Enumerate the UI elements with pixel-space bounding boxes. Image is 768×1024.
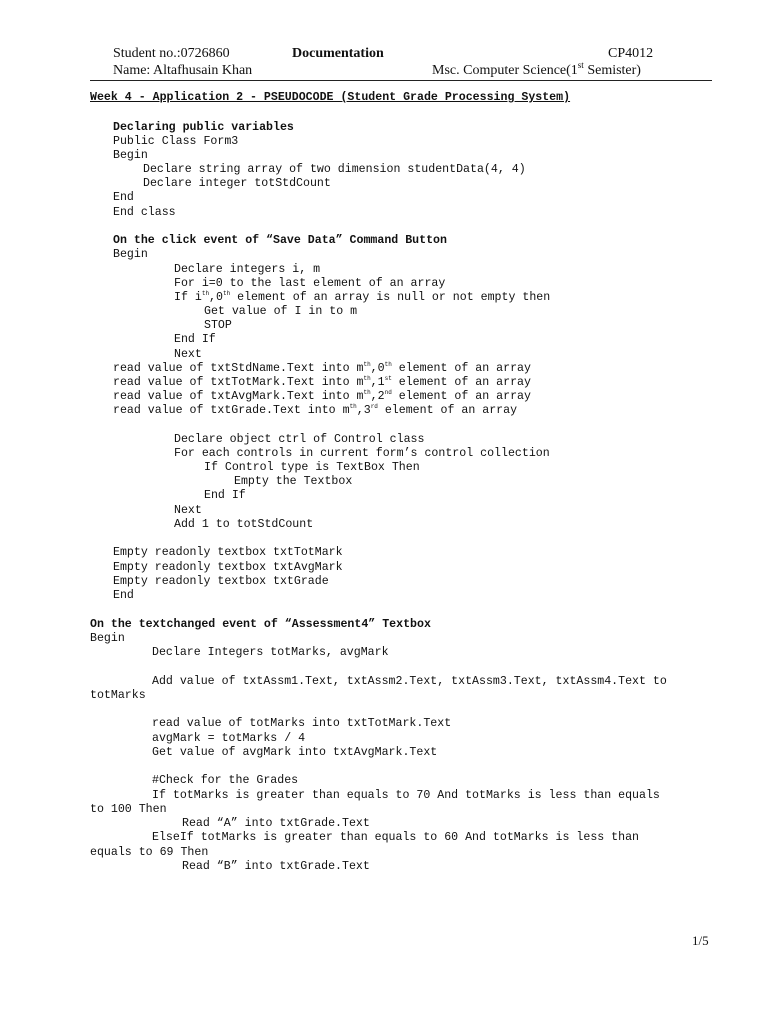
- code-line: Declare object ctrl of Control class: [174, 433, 425, 446]
- header-rule: [90, 80, 712, 81]
- code-fragment: read value of txtGrade.Text into m: [113, 404, 350, 417]
- code-line: If Control type is TextBox Then: [204, 461, 420, 474]
- code-fragment: element of an array: [391, 390, 531, 403]
- code-line: Add 1 to totStdCount: [174, 518, 314, 531]
- document-label-text: Documentation: [292, 46, 384, 61]
- page-number: 1/5: [692, 933, 709, 948]
- section-heading: On the click event of “Save Data” Command Button: [113, 234, 447, 247]
- code-line: Read “A” into txtGrade.Text: [182, 817, 370, 830]
- code-fragment: ,0: [370, 362, 385, 375]
- document-label: [292, 46, 384, 62]
- code-line: STOP: [204, 319, 232, 332]
- code-fragment: ,1: [370, 376, 385, 389]
- code-line: For each controls in current form’s control collection: [174, 447, 550, 460]
- superscript: th: [349, 403, 357, 410]
- code-line: Public Class Form3: [113, 135, 239, 148]
- code-line: ElseIf totMarks is greater than equals to 60 And totMarks is less than: [152, 831, 640, 844]
- code-line: totMarks: [90, 689, 146, 702]
- code-line: End If: [204, 489, 246, 502]
- code-line: End If: [174, 333, 216, 346]
- code-line: Empty the Textbox: [234, 475, 353, 488]
- program-text: Msc. Computer Science(1: [432, 63, 578, 78]
- superscript: rd: [370, 403, 378, 410]
- section-heading: Declaring public variables: [113, 121, 294, 134]
- student-number: Student no.:0726860: [113, 46, 230, 61]
- program-label: [432, 60, 641, 79]
- code-line: For i=0 to the last element of an array: [174, 277, 446, 290]
- code-line: Empty readonly textbox txtGrade: [113, 575, 329, 588]
- superscript: nd: [384, 389, 392, 396]
- code-line: End: [113, 589, 134, 602]
- code-line: End class: [113, 206, 176, 219]
- code-fragment: read value of txtStdName.Text into m: [113, 362, 364, 375]
- code-line: avgMark = totMarks / 4: [152, 732, 306, 745]
- code-line: End: [113, 191, 134, 204]
- code-fragment: element of an array is null or not empty then: [230, 291, 551, 304]
- code-line: Empty readonly textbox txtAvgMark: [113, 561, 343, 574]
- code-line: read value of totMarks into txtTotMark.Text: [152, 717, 452, 730]
- code-fragment: ,3: [356, 404, 371, 417]
- code-line: to 100 Then: [90, 803, 167, 816]
- code-fragment: ,0: [209, 291, 223, 304]
- code-line: Begin: [113, 149, 148, 162]
- superscript: th: [222, 290, 231, 297]
- code-line: Declare integers i, m: [174, 263, 321, 276]
- code-line: Declare Integers totMarks, avgMark: [152, 646, 389, 659]
- code-fragment: element of an array: [377, 404, 518, 417]
- program-text-end: Semister): [583, 63, 641, 78]
- code-line: If totMarks is greater than equals to 70 And totMarks is less than equals: [152, 789, 660, 802]
- superscript: st: [384, 375, 392, 382]
- code-line: [113, 390, 531, 404]
- code-line: #Check for the Grades: [152, 774, 299, 787]
- superscript: th: [201, 290, 210, 297]
- code-fragment: element of an array: [391, 362, 531, 375]
- code-line: [113, 376, 531, 390]
- code-line: Next: [174, 348, 202, 361]
- code-line: Declare integer totStdCount: [143, 177, 331, 190]
- section-heading: On the textchanged event of “Assessment4” Textbox: [90, 618, 431, 631]
- superscript: th: [363, 389, 371, 396]
- code-line: Begin: [90, 632, 125, 645]
- program-sup: st: [577, 60, 584, 70]
- code-fragment: element of an array: [391, 376, 531, 389]
- code-fragment: read value of txtTotMark.Text into m: [113, 376, 364, 389]
- document-title: Week 4 - Application 2 - PSEUDOCODE (Student Grade Processing System): [90, 91, 571, 104]
- code-line: [174, 291, 550, 305]
- code-fragment: ,2: [370, 390, 385, 403]
- code-line: Next: [174, 504, 202, 517]
- course-code: CP4012: [608, 46, 654, 61]
- superscript: th: [363, 361, 371, 368]
- student-name: Name: Altafhusain Khan: [113, 63, 253, 78]
- code-line: equals to 69 Then: [90, 846, 209, 859]
- code-line: Get value of avgMark into txtAvgMark.Text: [152, 746, 438, 759]
- code-line: Begin: [113, 248, 148, 261]
- code-line: Read “B” into txtGrade.Text: [182, 860, 370, 873]
- code-fragment: read value of txtAvgMark.Text into m: [113, 390, 364, 403]
- code-line: Add value of txtAssm1.Text, txtAssm2.Text, txtAssm3.Text, txtAssm4.Text to: [152, 675, 667, 688]
- code-line: Declare string array of two dimension studentData(4, 4): [143, 163, 526, 176]
- code-line: [113, 404, 517, 418]
- code-line: [113, 362, 531, 376]
- superscript: th: [363, 375, 371, 382]
- superscript: th: [384, 361, 392, 368]
- code-line: Get value of I in to m: [204, 305, 358, 318]
- code-fragment: If i: [174, 291, 202, 304]
- code-line: Empty readonly textbox txtTotMark: [113, 546, 343, 559]
